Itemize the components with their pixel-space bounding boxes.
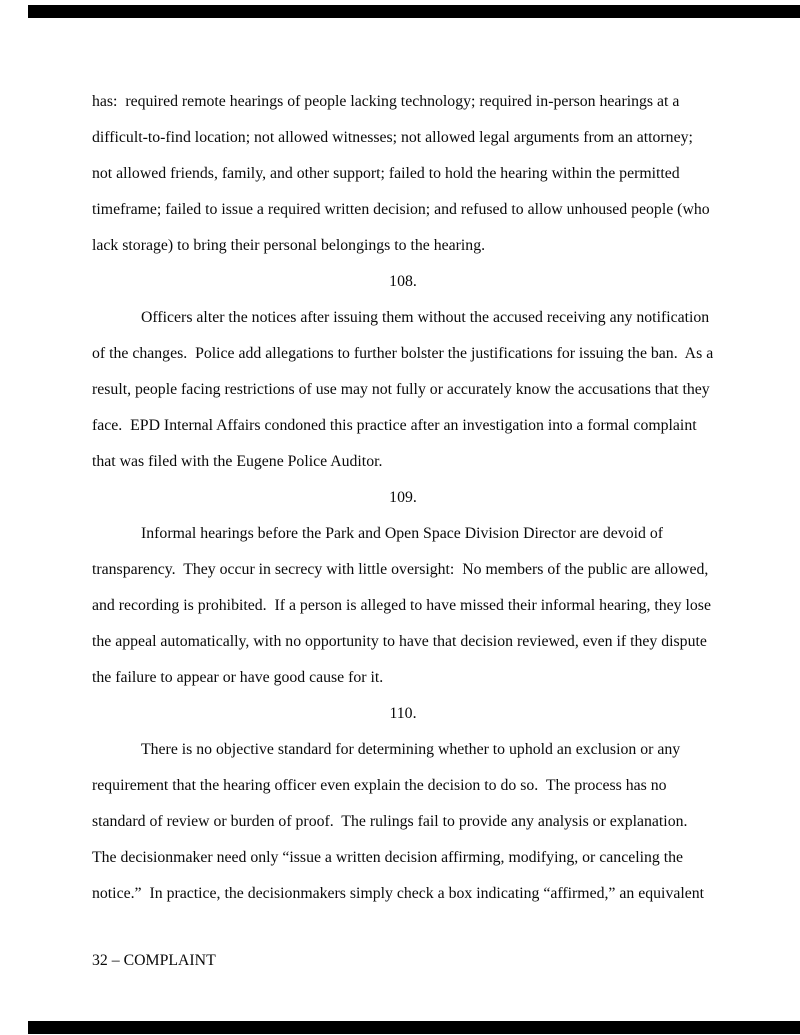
page-footer-label: 32 – COMPLAINT (92, 952, 216, 969)
section-number: 109. (389, 489, 417, 506)
paragraph: Informal hearings before the Park and Open Space Division Director are devoid of transparency. They occur in secrecy with little oversight: No members of the public are allowed, and recording is prohibited. If a person is alleged to have missed their informal hearing, they lose the appeal automatically, with no opportunity to have that decision reviewed, even if they dispute the failure to appear or have good cause for it. (92, 525, 715, 686)
section-number: 108. (389, 273, 417, 290)
scan-artifact-bar-top (28, 5, 800, 18)
paragraph: Officers alter the notices after issuing them without the accused receiving any notification of the changes. Police add allegations to further bolster the justifications for issuing the ban. As a result, people facing restrictions of use may not fully or accurately know the accusations that they face. EPD Internal Affairs condoned this practice after an investigation into a formal complaint that was filed with the Eugene Police Auditor. (92, 309, 718, 470)
paragraph: has: required remote hearings of people lacking technology; required in-person hearings at a difficult-to-find location; not allowed witnesses; not allowed legal arguments from an attorney; not allowed friends, family, and other support; failed to hold the hearing within the permitted timeframe; failed to issue a required written decision; and refused to allow unhoused people (who lack storage) to bring their personal belongings to the hearing. (92, 93, 714, 254)
section-number: 110. (389, 705, 417, 722)
document-body (92, 84, 718, 912)
paragraph: There is no objective standard for determining whether to uphold an exclusion or any requirement that the hearing officer even explain the decision to do so. The process has no standard of review or burden of proof. The rulings fail to provide any analysis or explanation. The decisionmaker need only “issue a written decision affirming, modifying, or canceling the notice.” In practice, the decisionmakers simply check a box indicating “affirmed,” an equivalent (92, 741, 705, 902)
scan-artifact-bar-bottom (28, 1021, 800, 1034)
